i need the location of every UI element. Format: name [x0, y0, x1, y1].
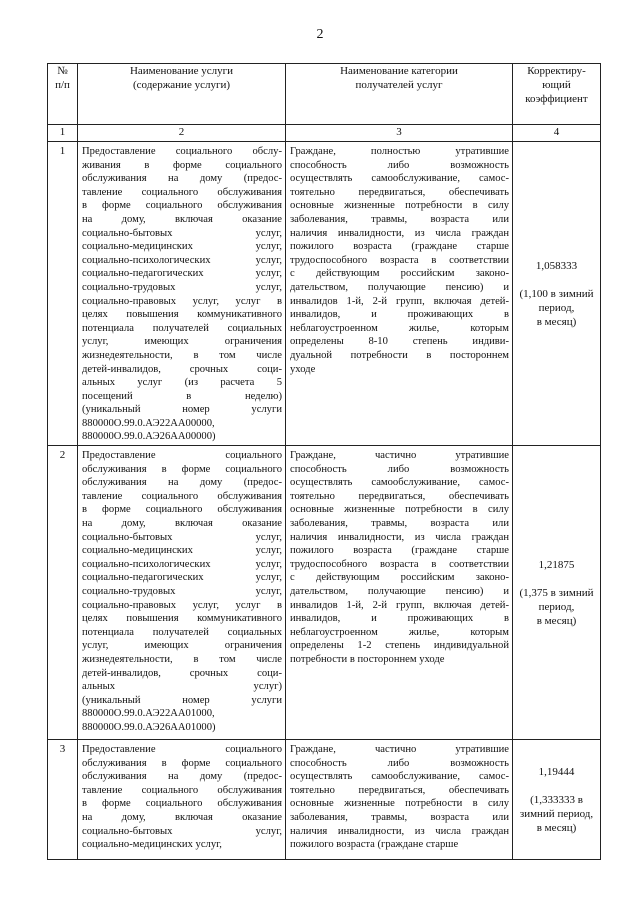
service-description-line: услуг, имеющих ограничения: [82, 336, 282, 348]
service-description-line: Предоставление социального обслу-: [82, 146, 282, 157]
service-description-line: социально-трудовых услуг,: [82, 281, 282, 293]
service-description-line: Предоставление социального: [82, 450, 282, 462]
service-description-line: альных услуг (из расчета 5: [82, 377, 282, 389]
recipient-category-line: основные жизненные потребности в силу: [290, 504, 509, 516]
recipient-category-line: инвалидов, и проживающих в: [290, 613, 509, 625]
service-description-line: жизнедеятельности, в том числе: [82, 349, 282, 361]
coefficient-note: (1,333333 в: [530, 793, 583, 806]
service-description-line: социально-психологических услуг,: [82, 558, 282, 570]
service-description-line: 880000О.99.0.АЭ26АА00000): [82, 431, 216, 443]
header-service-line: Наименование услуги: [129, 65, 234, 77]
table-row: [48, 142, 601, 446]
service-description: [78, 446, 286, 740]
recipient-category-line: с действующим российским законо-: [290, 572, 509, 584]
service-description-line: обслуживания в форме социального: [82, 757, 282, 769]
recipient-category-line: уходе: [290, 363, 316, 375]
service-description-line: живания в форме социального: [82, 159, 282, 171]
recipient-category: [286, 446, 513, 740]
service-description-line: на дому, включая оказание: [82, 213, 282, 225]
coefficient-note: в месяц): [536, 315, 577, 328]
coefficient-note: период,: [538, 600, 575, 613]
correction-coefficient: [513, 446, 601, 740]
correction-coefficient: [513, 740, 601, 860]
service-description-line: потенциала получателей социальных: [82, 322, 282, 334]
page-number: 2: [316, 27, 324, 42]
row-number: 2: [48, 446, 78, 740]
recipient-category-line: основные жизненные потребности в силу: [290, 200, 509, 212]
recipient-category: [286, 740, 513, 860]
recipient-category-line: основные жизненные потребности в силу: [290, 798, 509, 810]
coefficient-note: зимний период,: [519, 807, 594, 820]
recipient-category-line: Граждане, полностью утратившие: [290, 146, 509, 157]
recipient-category-line: Граждане, частично утратившие: [290, 450, 509, 462]
header-service-line: (содержание услуги): [132, 79, 231, 91]
column-number-row: [48, 125, 601, 142]
recipient-category-line: дуальной потребности в постороннем: [290, 349, 509, 361]
recipient-category-line: заболевания, травмы, возраста или: [290, 812, 509, 824]
header-num-line: №: [57, 65, 68, 77]
coefficient-value: 1,19444: [538, 765, 575, 778]
header-coef-line: Корректиру-: [527, 65, 586, 77]
column-number: 1: [48, 125, 78, 142]
correction-coefficient: [513, 142, 601, 446]
service-description-line: детей-инвалидов, срочных соци-: [82, 667, 282, 679]
service-description-line: 880000О.99.0.АЭ22АА00000,: [82, 417, 215, 429]
service-description: [78, 740, 286, 860]
service-description-line: социально-медицинских услуг,: [82, 241, 282, 253]
service-description-line: социально-педагогических услуг,: [82, 572, 282, 584]
header-category-line: Наименование категории: [340, 65, 458, 77]
service-description-line: обслуживания в форме социального: [82, 463, 282, 475]
table-header-row: [48, 64, 601, 125]
service-description-line: социально-медицинских услуг,: [82, 839, 222, 851]
service-description-line: (уникальный номер услуги: [82, 694, 282, 706]
service-description-line: 880000О.99.0.АЭ26АА01000): [82, 721, 216, 733]
coefficient-note: период,: [538, 301, 575, 314]
recipient-category-line: способность либо возможность: [290, 463, 509, 475]
service-description-line: обслуживания на дому (предос-: [82, 477, 282, 489]
recipient-category-line: заболевания, травмы, возраста или: [290, 518, 509, 530]
service-description: [78, 142, 286, 446]
coefficient-value: 1,058333: [535, 259, 578, 272]
services-table: [47, 63, 601, 860]
service-description-line: 880000О.99.0.АЭ22АА01000,: [82, 708, 215, 720]
header-category: [286, 64, 513, 125]
column-number: 4: [513, 125, 601, 142]
service-description-line: социально-бытовых услуг,: [82, 825, 282, 837]
recipient-category-line: неблагоустроенном жилье, которым: [290, 322, 509, 334]
service-description-line: социально-педагогических услуг,: [82, 268, 282, 280]
row-number: 3: [48, 740, 78, 860]
recipient-category-line: способность либо возможность: [290, 159, 509, 171]
row-number: 1: [48, 142, 78, 446]
service-description-line: социально-правовых услуг, услуг в: [82, 295, 282, 307]
service-description-line: Предоставление социального: [82, 744, 282, 756]
service-description-line: целях повышения коммуникативного: [82, 309, 282, 321]
recipient-category-line: с действующим российским законо-: [290, 268, 509, 280]
service-description-line: жизнедеятельности, в том числе: [82, 653, 282, 665]
coefficient-note: в месяц): [536, 821, 577, 834]
service-description-line: на дому, включая оказание: [82, 812, 282, 824]
service-description-line: (уникальный номер услуги: [82, 404, 282, 416]
table-row: [48, 446, 601, 740]
recipient-category-line: инвалидов 1-й, 2-й групп, включая детей-: [290, 295, 509, 307]
service-description-line: социально-бытовых услуг,: [82, 227, 282, 239]
recipient-category-line: наличия инвалидности, из числа граждан: [290, 825, 509, 837]
service-description-line: в форме социального обслуживания: [82, 200, 282, 212]
recipient-category-line: определены 8-10 степень индиви-: [290, 336, 509, 348]
header-coef-line: ющий: [542, 79, 571, 91]
header-num-line: п/п: [55, 79, 70, 91]
recipient-category-line: инвалидов 1-й, 2-й групп, включая детей-: [290, 599, 509, 611]
recipient-category-line: заболевания, травмы, возраста или: [290, 213, 509, 225]
recipient-category-line: осуществлять самообслуживание, самос-: [290, 771, 509, 783]
service-description-line: обслуживания на дому (предос-: [82, 173, 282, 185]
service-description-line: детей-инвалидов, срочных соци-: [82, 363, 282, 375]
header-num: [48, 64, 78, 125]
recipient-category-line: дательством, получающие пенсию) и: [290, 586, 509, 597]
recipient-category-line: наличия инвалидности, из числа граждан: [290, 531, 509, 543]
service-description-line: альных услуг): [82, 681, 282, 693]
service-description-line: социально-бытовых услуг,: [82, 531, 282, 543]
coefficient-value: 1,21875: [538, 558, 575, 571]
table-row: [48, 740, 601, 860]
column-number: 3: [286, 125, 513, 142]
service-description-line: обслуживания на дому (предос-: [82, 771, 282, 783]
service-description-line: в форме социального обслуживания: [82, 504, 282, 516]
recipient-category-line: пожилого возраста (граждане старше: [290, 839, 459, 851]
header-service: [78, 64, 286, 125]
service-description-line: целях повышения коммуникативного: [82, 613, 282, 625]
coefficient-note: в месяц): [536, 614, 577, 627]
coefficient-note: (1,100 в зимний: [519, 287, 594, 300]
recipient-category-line: осуществлять самообслуживание, самос-: [290, 477, 509, 489]
recipient-category-line: тоятельно передвигаться, обеспечивать: [290, 784, 509, 796]
header-coef-line: коэффициент: [525, 93, 588, 105]
recipient-category-line: трудоспособного возраста в соответствии: [290, 558, 509, 570]
recipient-category: [286, 142, 513, 446]
recipient-category-line: пожилого возраста (граждане старше: [290, 241, 509, 253]
service-description-line: посещений в неделю): [82, 390, 282, 402]
service-description-line: социально-медицинских услуг,: [82, 545, 282, 557]
service-description-line: тавление социального обслуживания: [82, 490, 282, 502]
service-description-line: в форме социального обслуживания: [82, 798, 282, 810]
recipient-category-line: Граждане, частично утратившие: [290, 744, 509, 756]
recipient-category-line: инвалидов, и проживающих в: [290, 309, 509, 321]
recipient-category-line: трудоспособного возраста в соответствии: [290, 254, 509, 266]
recipient-category-line: тоятельно передвигаться, обеспечивать: [290, 186, 509, 198]
recipient-category-line: тоятельно передвигаться, обеспечивать: [290, 490, 509, 502]
recipient-category-line: осуществлять самообслуживание, самос-: [290, 173, 509, 185]
column-number: 2: [78, 125, 286, 142]
recipient-category-line: способность либо возможность: [290, 757, 509, 769]
recipient-category-line: потребности в постороннем уходе: [290, 653, 445, 665]
header-coef: [513, 64, 601, 125]
recipient-category-line: неблагоустроенном жилье, которым: [290, 626, 509, 638]
service-description-line: тавление социального обслуживания: [82, 186, 282, 198]
header-category-line: получателей услуг: [355, 79, 443, 91]
recipient-category-line: определены 1-2 степень индивидуальной: [290, 640, 509, 652]
recipient-category-line: дательством, получающие пенсию) и: [290, 281, 509, 293]
service-description-line: потенциала получателей социальных: [82, 626, 282, 638]
service-description-line: социально-правовых услуг, услуг в: [82, 599, 282, 611]
service-description-line: социально-трудовых услуг,: [82, 586, 282, 597]
coefficient-note: (1,375 в зимний: [519, 586, 594, 599]
service-description-line: услуг, имеющих ограничения: [82, 640, 282, 652]
service-description-line: социально-психологических услуг,: [82, 254, 282, 266]
service-description-line: тавление социального обслуживания: [82, 784, 282, 796]
recipient-category-line: пожилого возраста (граждане старше: [290, 545, 509, 557]
service-description-line: на дому, включая оказание: [82, 518, 282, 530]
recipient-category-line: наличия инвалидности, из числа граждан: [290, 227, 509, 239]
